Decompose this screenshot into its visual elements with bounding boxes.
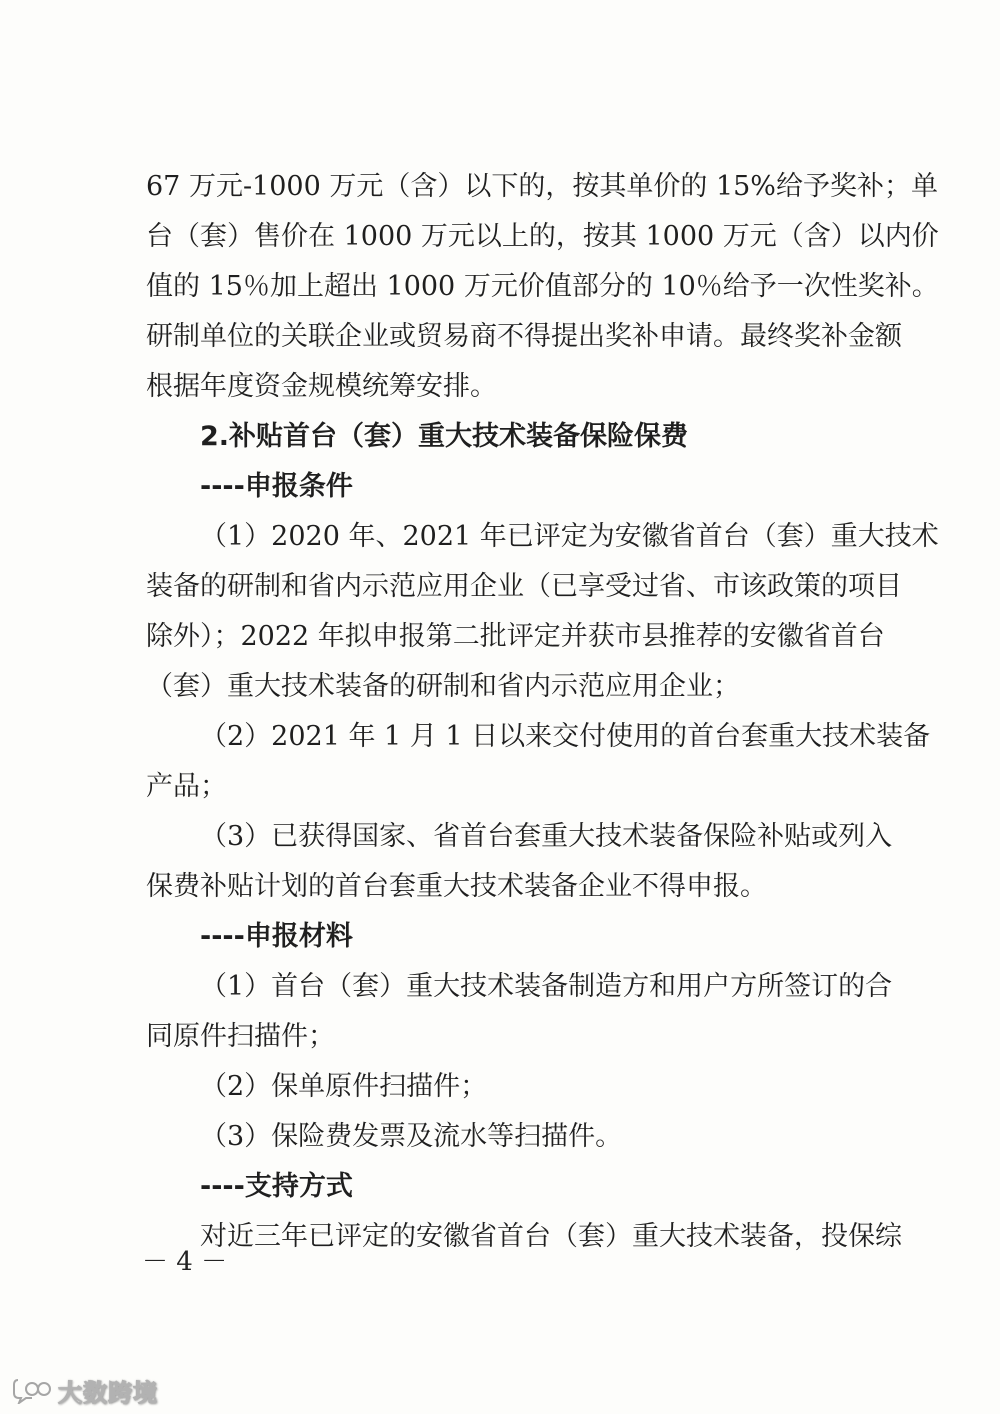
paragraph-line: （2）2021 年 1 月 1 日以来交付使用的首台套重大技术装备 [200,721,931,752]
paragraph-line: （1）2020 年、2021 年已评定为安徽省首台（套）重大技术 [200,521,939,552]
paragraph-line: 产品； [146,771,227,802]
watermark-text: 大数跨境 [58,1378,158,1407]
section-heading: 2.补贴首台（套）重大技术装备保险保费 [200,421,689,452]
paragraph-line: 保费补贴计划的首台套重大技术装备企业不得申报。 [146,871,767,902]
subsection-heading: ----申报条件 [200,471,353,502]
paragraph-line: （3）保险费发票及流水等扫描件。 [200,1121,623,1152]
paragraph-line: 值的 15％加上超出 1000 万元价值部分的 10％给予一次性奖补。 [146,271,939,302]
paragraph-line: （3）已获得国家、省首台套重大技术装备保险补贴或列入 [200,821,893,852]
paragraph-line: 研制单位的关联企业或贸易商不得提出奖补申请。最终奖补金额 [146,321,902,352]
subsection-heading: ----申报材料 [200,921,353,952]
chat-bubble-logo-icon [12,1376,52,1404]
paragraph-line: 装备的研制和省内示范应用企业（已享受过省、市该政策的项目 [146,571,902,602]
paragraph-line: 根据年度资金规模统筹安排。 [146,371,497,402]
paragraph-line: （2）保单原件扫描件； [200,1071,488,1102]
subsection-heading: ----支持方式 [200,1171,353,1202]
paragraph-line: 除外）；2022 年拟申报第二批评定并获市县推荐的安徽省首台 [146,621,885,652]
paragraph-line: 对近三年已评定的安徽省首台（套）重大技术装备，投保综 [200,1221,902,1252]
body-text [146,162,939,1262]
paragraph-line: 台（套）售价在 1000 万元以上的，按其 1000 万元（含）以内价 [146,221,939,252]
paragraph-line: 同原件扫描件； [146,1021,335,1052]
paragraph-line: 67 万元-1000 万元（含）以下的，按其单价的 15%给予奖补；单 [146,171,938,202]
paragraph-line: （1）首台（套）重大技术装备制造方和用户方所签订的合 [200,971,893,1002]
watermark [12,1372,158,1408]
page-number: － 4 － [142,1247,228,1277]
paragraph-line: （套）重大技术装备的研制和省内示范应用企业； [146,671,740,702]
